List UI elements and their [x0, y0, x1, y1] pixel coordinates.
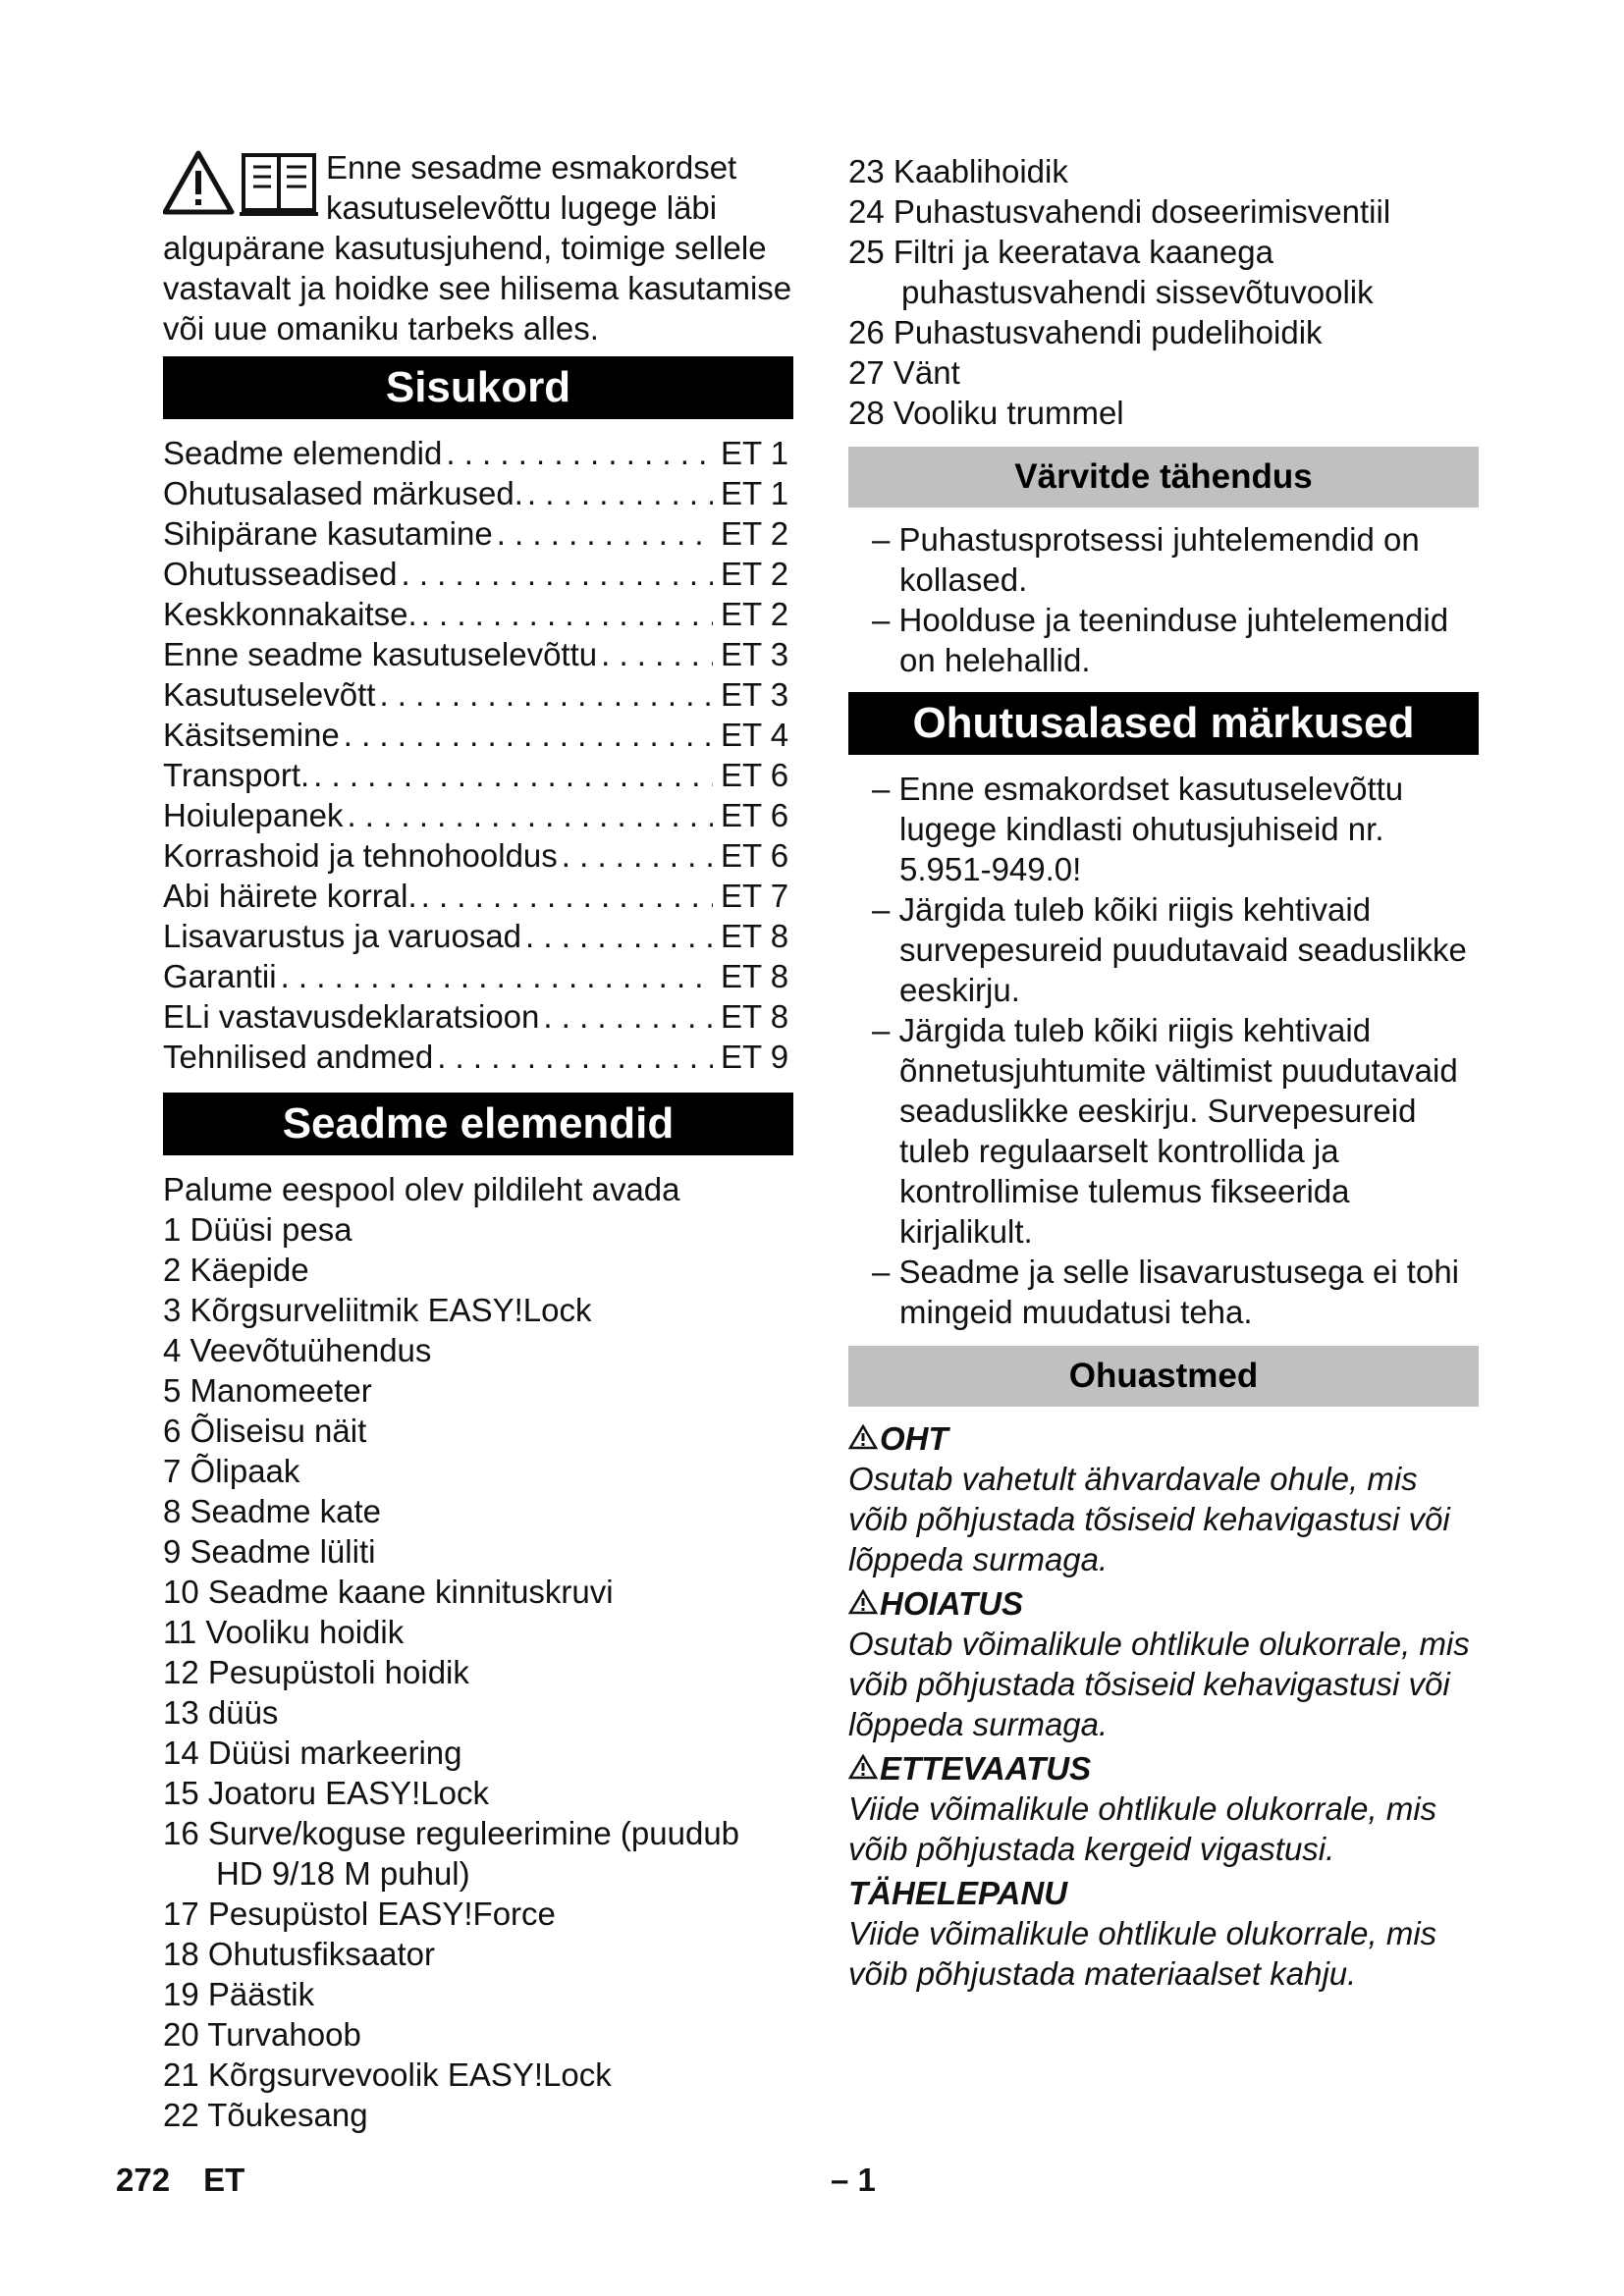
toc-row [163, 956, 793, 996]
list-item: 7 Õlipaak [163, 1453, 300, 1489]
signal-word-label: TÄHELEPANU [848, 1875, 1068, 1911]
toc-heading: Sisukord [163, 356, 793, 419]
toc-leader-dots [398, 554, 714, 594]
footer-page [116, 2160, 278, 2200]
toc-row [163, 634, 793, 674]
toc-leader-dots [493, 513, 713, 554]
toc-title: Hoiulepanek [163, 797, 344, 833]
toc-page: ET 8 [721, 958, 789, 994]
toc-leader-dots [539, 996, 713, 1037]
toc-page: ET 8 [721, 998, 789, 1035]
toc-title: Ohutusalased märkused. [163, 475, 523, 511]
toc-page: ET 7 [721, 878, 789, 914]
list-item: 12 Pesupüstoli hoidik [163, 1654, 469, 1690]
toc-leader-dots [417, 594, 713, 634]
toc-page: ET 8 [721, 918, 789, 954]
intro-text: Enne sesadme esmakordset kasutuselevõttu lugege läbi algupärane kasutusjuhend, toimige sellele vastavalt ja hoidke see hilisema kasutamise või uue omaniku tarbeks alles. [163, 149, 792, 347]
elements-list-left [163, 1209, 793, 2135]
toc-title: Transport. [163, 757, 310, 793]
list-item: 26 Puhastusvahendi pudelihoidik [848, 314, 1323, 350]
toc-row [163, 996, 793, 1037]
signal-description: Osutab vahetult ähvardavale ohule, mis võib põhjustada tõsiseid kehavigastusi või lõppeda surmaga. [848, 1461, 1450, 1577]
toc-title: Käsitsemine [163, 717, 340, 753]
toc-leader-dots [277, 956, 713, 996]
list-item: 17 Pesupüstol EASY!Force [163, 1896, 556, 1932]
list-item: 22 Tõukesang [163, 2097, 368, 2133]
colors-heading: Värvitde tähendus [848, 447, 1479, 507]
toc-title: Garantii [163, 958, 277, 994]
safety-heading: Ohutusalased märkused [848, 692, 1479, 755]
safety-list [848, 769, 1479, 1332]
toc-row [163, 715, 793, 755]
signal-word-label: OHT [880, 1420, 948, 1457]
list-item: 27 Vänt [848, 354, 960, 391]
toc-title: Lisavarustus ja varuosad [163, 918, 522, 954]
list-item: 2 Käepide [163, 1252, 309, 1288]
toc-page: ET 1 [721, 435, 789, 471]
toc-leader-dots [521, 916, 713, 956]
list-item: 10 Seadme kaane kinnituskruvi [163, 1574, 614, 1610]
list-item: 19 Päästik [163, 1976, 315, 2012]
signal-word [848, 1583, 1479, 1624]
toc-row [163, 755, 793, 795]
toc-page: ET 3 [721, 676, 789, 713]
footer-section-page: – 1 [831, 2162, 876, 2198]
toc-page: ET 2 [721, 556, 789, 592]
toc-row [163, 835, 793, 876]
list-item: 8 Seadme kate [163, 1493, 381, 1529]
list-item: 14 Düüsi markeering [163, 1735, 462, 1771]
toc-title: Seadme elemendid [163, 435, 443, 471]
toc-title: Ohutusseadised [163, 556, 398, 592]
warning-triangle-icon [163, 147, 320, 218]
list-item: – Puhastusprotsessi juhtelemendid on kollased. [872, 521, 1420, 598]
hazard-heading: Ohuastmed [848, 1346, 1479, 1407]
toc-leader-dots [309, 755, 713, 795]
warning-triangle-icon [848, 1754, 878, 1780]
toc-title: Kasutuselevõtt [163, 676, 376, 713]
list-item: 16 Surve/koguse reguleerimine (puudub HD 9/18 M puhul) [163, 1815, 740, 1892]
intro-block [163, 147, 793, 348]
toc-page: ET 6 [721, 797, 789, 833]
manual-book-icon [240, 155, 318, 214]
toc-title: Keskkonnakaitse. [163, 596, 417, 632]
toc-row [163, 594, 793, 634]
signal-description: Viide võimalikule ohtlikule olukorrale, mis võib põhjustada materiaalset kahju. [848, 1915, 1437, 1992]
toc-row [163, 554, 793, 594]
toc-leader-dots [442, 433, 713, 473]
list-item: 21 Kõrgsurvevoolik EASY!Lock [163, 2056, 612, 2093]
list-item: – Järgida tuleb kõiki riigis kehtivaid õnnetusjuhtumite vältimist puudutavaid seaduslikke eeskirju. Survepesureid tuleb regulaarselt kontrollida ja kontrollimise tulemus fikseerida kirjalikult. [872, 1012, 1458, 1250]
toc-leader-dots [597, 634, 713, 674]
list-item: 15 Joatoru EASY!Lock [163, 1775, 490, 1811]
toc-leader-dots [343, 795, 713, 835]
page-language: ET [203, 2162, 245, 2198]
toc-page: ET 2 [721, 596, 789, 632]
list-item: – Järgida tuleb kõiki riigis kehtivaid survepesureid puudutavaid seaduslikke eeskirju. [872, 891, 1467, 1008]
toc-page: ET 1 [721, 475, 789, 511]
toc-title: Korrashoid ja tehnohooldus [163, 837, 558, 874]
toc-title: Tehnilised andmed [163, 1039, 434, 1075]
list-item: 3 Kõrgsurveliitmik EASY!Lock [163, 1292, 592, 1328]
signal-description: Viide võimalikule ohtlikule olukorrale, mis võib põhjustada kergeid vigastusi. [848, 1790, 1437, 1867]
toc-leader-dots [375, 674, 713, 715]
list-item: 9 Seadme lüliti [163, 1533, 376, 1570]
toc-row [163, 433, 793, 473]
warning-triangle-icon [848, 1589, 878, 1615]
list-item: 11 Vooliku hoidik [163, 1614, 405, 1650]
page-number: 272 [116, 2162, 171, 2198]
elements-list-right [848, 151, 1479, 433]
list-item: 1 Düüsi pesa [163, 1211, 352, 1248]
colors-list [848, 519, 1479, 680]
hazard-levels [848, 1418, 1479, 1994]
list-item: 4 Veevõtuühendus [163, 1332, 432, 1368]
list-item: – Seadme ja selle lisavarustusega ei tohi mingeid muudatusi teha. [872, 1254, 1460, 1330]
left-column [163, 147, 793, 2135]
toc-leader-dots [523, 473, 713, 513]
toc-leader-dots [417, 876, 713, 916]
list-item: 6 Õliseisu näit [163, 1413, 367, 1449]
toc-title: Enne seadme kasutuselevõttu [163, 636, 598, 672]
toc-leader-dots [340, 715, 713, 755]
toc-page: ET 4 [721, 717, 789, 753]
elements-heading: Seadme elemendid [163, 1093, 793, 1155]
list-item: 5 Manomeeter [163, 1372, 372, 1409]
toc-page: ET 6 [721, 757, 789, 793]
signal-word [848, 1418, 1479, 1459]
signal-word [848, 1748, 1479, 1789]
table-of-contents [163, 433, 793, 1077]
toc-row [163, 1037, 793, 1077]
list-item: – Enne esmakordset kasutuselevõttu lugege kindlasti ohutusjuhiseid nr. 5.951-949.0! [872, 771, 1404, 887]
toc-title: ELi vastavusdeklaratsioon [163, 998, 540, 1035]
warning-triangle-icon [848, 1424, 878, 1450]
signal-word [848, 1873, 1479, 1913]
toc-leader-dots [433, 1037, 713, 1077]
list-item: 28 Vooliku trummel [848, 395, 1124, 431]
elements-intro: Palume eespool olev pildileht avada [163, 1171, 680, 1207]
list-item: 18 Ohutusfiksaator [163, 1936, 435, 1972]
signal-word-label: HOIATUS [880, 1585, 1024, 1622]
list-item: 13 düüs [163, 1694, 279, 1731]
list-item: – Hoolduse ja teeninduse juhtelemendid on helehallid. [872, 602, 1449, 678]
toc-page: ET 3 [721, 636, 789, 672]
list-item: 25 Filtri ja keeratava kaanega puhastusvahendi sissevõtuvoolik [848, 234, 1374, 310]
toc-leader-dots [558, 835, 713, 876]
toc-page: ET 2 [721, 515, 789, 552]
toc-title: Sihipärane kasutamine [163, 515, 493, 552]
toc-page: ET 6 [721, 837, 789, 874]
toc-row [163, 513, 793, 554]
toc-row [163, 876, 793, 916]
toc-row [163, 795, 793, 835]
signal-description: Osutab võimalikule ohtlikule olukorrale, mis võib põhjustada tõsiseid kehavigastusi või lõppeda surmaga. [848, 1626, 1470, 1742]
toc-page: ET 9 [721, 1039, 789, 1075]
toc-row [163, 473, 793, 513]
toc-row [163, 916, 793, 956]
intro-icons [163, 147, 320, 218]
toc-row [163, 674, 793, 715]
right-column [848, 151, 1479, 1994]
list-item: 24 Puhastusvahendi doseerimisventiil [848, 193, 1391, 230]
signal-word-label: ETTEVAATUS [880, 1750, 1092, 1787]
list-item: 20 Turvahoob [163, 2016, 361, 2053]
toc-title: Abi häirete korral. [163, 878, 417, 914]
list-item: 23 Kaablihoidik [848, 153, 1068, 189]
